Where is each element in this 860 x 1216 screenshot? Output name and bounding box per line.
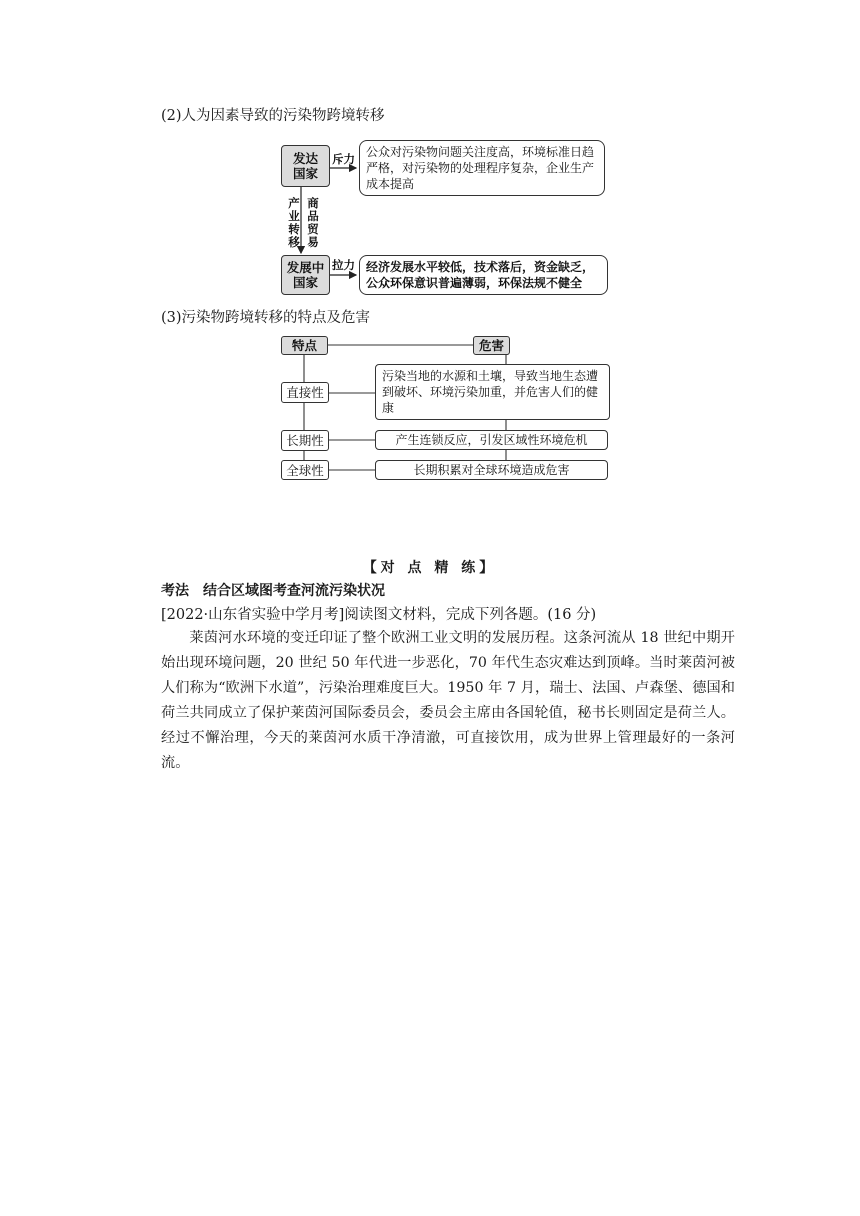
industry-transfer-label: 产业转移	[288, 196, 300, 249]
developed-country-label: 发达国家	[292, 151, 318, 181]
developing-country-box	[281, 255, 330, 295]
feature-longterm-label: 长期性	[286, 433, 324, 448]
feature-global-label: 全球性	[286, 462, 324, 478]
harm-header-label: 危害	[478, 338, 504, 353]
developing-country-label: 发展中国家	[286, 260, 325, 290]
features-header	[281, 336, 328, 355]
harm-longterm-text: 产生连锁反应，引发区域性环境危机	[395, 432, 588, 447]
practice-method: 考法 结合区域图考查河流污染状况	[161, 583, 385, 599]
harm-direct	[375, 364, 610, 420]
developing-desc-text: 经济发展水平较低，技术落后，资金缺乏，公众环保意识普遍薄弱，环保法规不健全	[366, 260, 595, 290]
developed-country-box	[281, 145, 330, 187]
feature-longterm	[281, 430, 329, 451]
developed-desc-box	[359, 140, 605, 196]
harm-longterm	[375, 430, 608, 450]
developing-desc-box	[359, 255, 608, 295]
practice-source: [2022·山东省实验中学月考]阅读图文材料，完成下列各题。(16 分)	[161, 607, 597, 623]
harm-global-text: 长期积累对全球环境造成危害	[413, 462, 570, 477]
features-header-label: 特点	[291, 338, 317, 353]
commodity-trade-label: 商品贸易	[307, 196, 319, 249]
practice-title: 【对 点 精 练】	[362, 560, 498, 576]
harm-direct-text: 污染当地的水源和土壤，导致当地生态遭到破坏、环境污染加重，并危害人们的健康	[382, 369, 599, 415]
developed-desc-text: 公众对污染物问题关注度高，环境标准日趋严格，对污染物的处理程序复杂，企业生产成本提高	[366, 145, 595, 191]
section3-heading: (3)污染物跨境转移的特点及危害	[161, 310, 371, 326]
section2-heading: (2)人为因素导致的污染物跨境转移	[161, 108, 385, 124]
harm-global	[375, 460, 608, 480]
practice-paragraph: 莱茵河水环境的变迁印证了整个欧洲工业文明的发展历程。这条河流从 18 世纪中期开始出现环境问题，20 世纪 50 年代进一步恶化，70 年代生态灾难达到顶峰。当时莱茵河被人们称为“欧洲下水道”，污染治理难度巨大。1950 年 7 月，瑞士、法国、卢森堡、德国和荷兰共同成立了保护莱茵河国际委员会，委员会主席由各国轮值，秘书长则固定是荷兰人。经过不懈治理，今天的莱茵河水质干净清澈，可直接饮用，成为世界上管理最好的一条河流。	[161, 630, 735, 771]
feature-direct	[281, 382, 329, 403]
harm-header	[473, 336, 510, 355]
pull-label: 拉力	[332, 258, 355, 272]
push-label: 斥力	[332, 152, 355, 166]
feature-direct-label: 直接性	[286, 385, 324, 400]
feature-global	[281, 460, 329, 480]
